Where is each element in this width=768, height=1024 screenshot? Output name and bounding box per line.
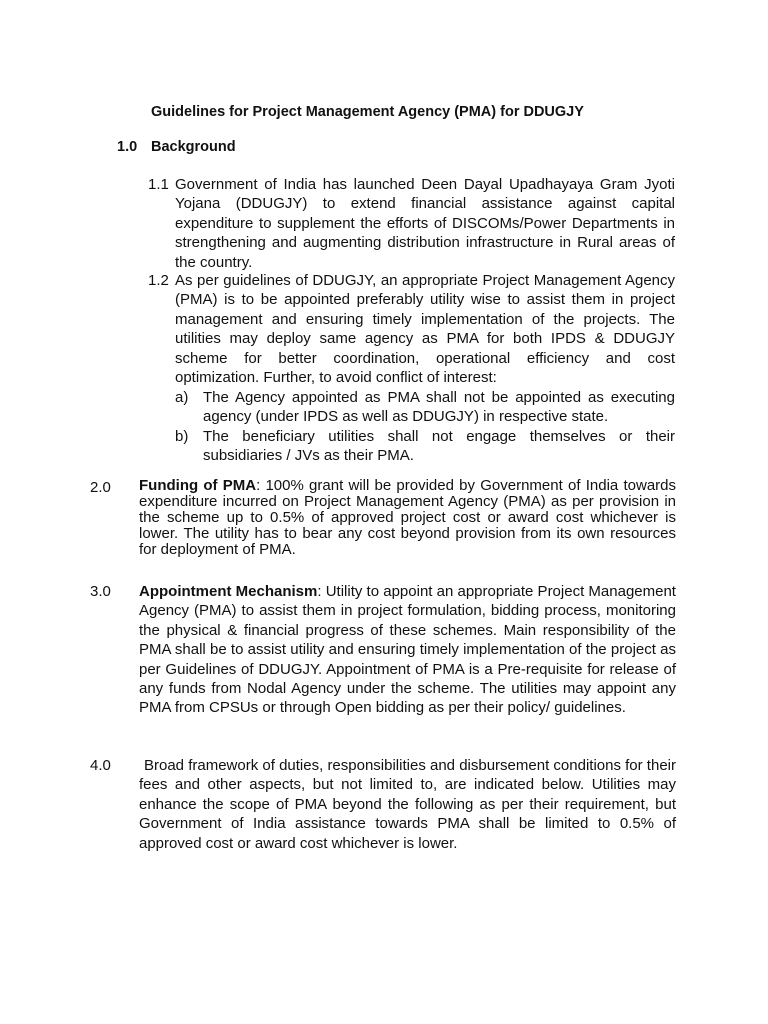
list-item-a-label: a) (175, 389, 189, 406)
list-item-a-text: The Agency appointed as PMA shall not be appointed as executing agency (under IPDS as well as DDUGJY) in respective state. (203, 389, 675, 426)
section-2-number: 2.0 (90, 479, 111, 496)
section-1-number: 1.0 (117, 139, 138, 155)
section-4 (90, 756, 676, 853)
section-3-body: : Utility to appoint an appropriate Project Management Agency (PMA) to assist them in project formulation, bidding process, monitoring the physical & financial progress of these schemes. Main responsibility of the PMA shall be to assist utility and ensuring timely implementation of the project as per Guidelines of DDUGJY. Appointment of PMA is a Pre-requisite for release of any funds from Nodal Agency under the scheme. The utilities may appoint any PMA from CPSUs or through Open bidding as per their policy/ guidelines. (139, 583, 676, 717)
section-2-body: : 100% grant will be provided by Government of India towards expenditure incurred on Project Management Agency (PMA) as per provision in the scheme up to 0.5% of approved project cost or award cost whichever is lower. The utility has to bear any cost beyond provision from its own resources for deployment of PMA. (139, 477, 676, 558)
list-item-b-label: b) (175, 428, 189, 445)
section-2 (90, 478, 676, 558)
section-1-heading (117, 139, 236, 155)
list-item-a (175, 388, 675, 427)
section-4-text: Broad framework of duties, responsibilities and disbursement conditions for their fees and other aspects, but not limited to, are indicated below. Utilities may enhance the scope of PMA beyond the following as per their requirement, but Government of India assistance towards PMA shall be limited to 0.5% of approved cost or award cost whichever is lower. (139, 757, 676, 852)
paragraph-1-2-text: As per guidelines of DDUGJY, an appropriate Project Management Agency (PMA) is to be appointed preferably utility wise to assist them in project management and ensuring timely implementation of the projects. The utilities may deploy same agency as PMA for both IPDS & DDUGJY scheme for better coordination, operational efficiency and cost optimization. Further, to avoid conflict of interest: (175, 272, 675, 387)
section-1-title: Background (151, 139, 236, 155)
section-3 (90, 582, 676, 718)
paragraph-1-1 (148, 175, 675, 272)
section-4-number: 4.0 (90, 757, 111, 774)
paragraph-1-1-number: 1.1 (148, 176, 169, 193)
section-3-number: 3.0 (90, 583, 111, 600)
paragraph-1-1-text: Government of India has launched Deen Dayal Upadhayaya Gram Jyoti Yojana (DDUGJY) to extend financial assistance against capital expenditure to supplement the efforts of DISCOMs/Power Departments in strengthening and augmenting distribution infrastructure in Rural areas of the country. (175, 176, 675, 271)
section-3-lead: Appointment Mechanism (139, 583, 318, 600)
paragraph-1-2 (148, 271, 675, 387)
section-2-lead: Funding of PMA (139, 477, 257, 494)
section-2-text (139, 478, 676, 558)
section-3-text (139, 582, 676, 718)
list-item-b-text: The beneficiary utilities shall not engage themselves or their subsidiaries / JVs as their PMA. (203, 428, 675, 465)
list-item-b (175, 427, 675, 466)
document-title: Guidelines for Project Management Agency (PMA) for DDUGJY (151, 104, 584, 120)
paragraph-1-2-number: 1.2 (148, 272, 169, 289)
